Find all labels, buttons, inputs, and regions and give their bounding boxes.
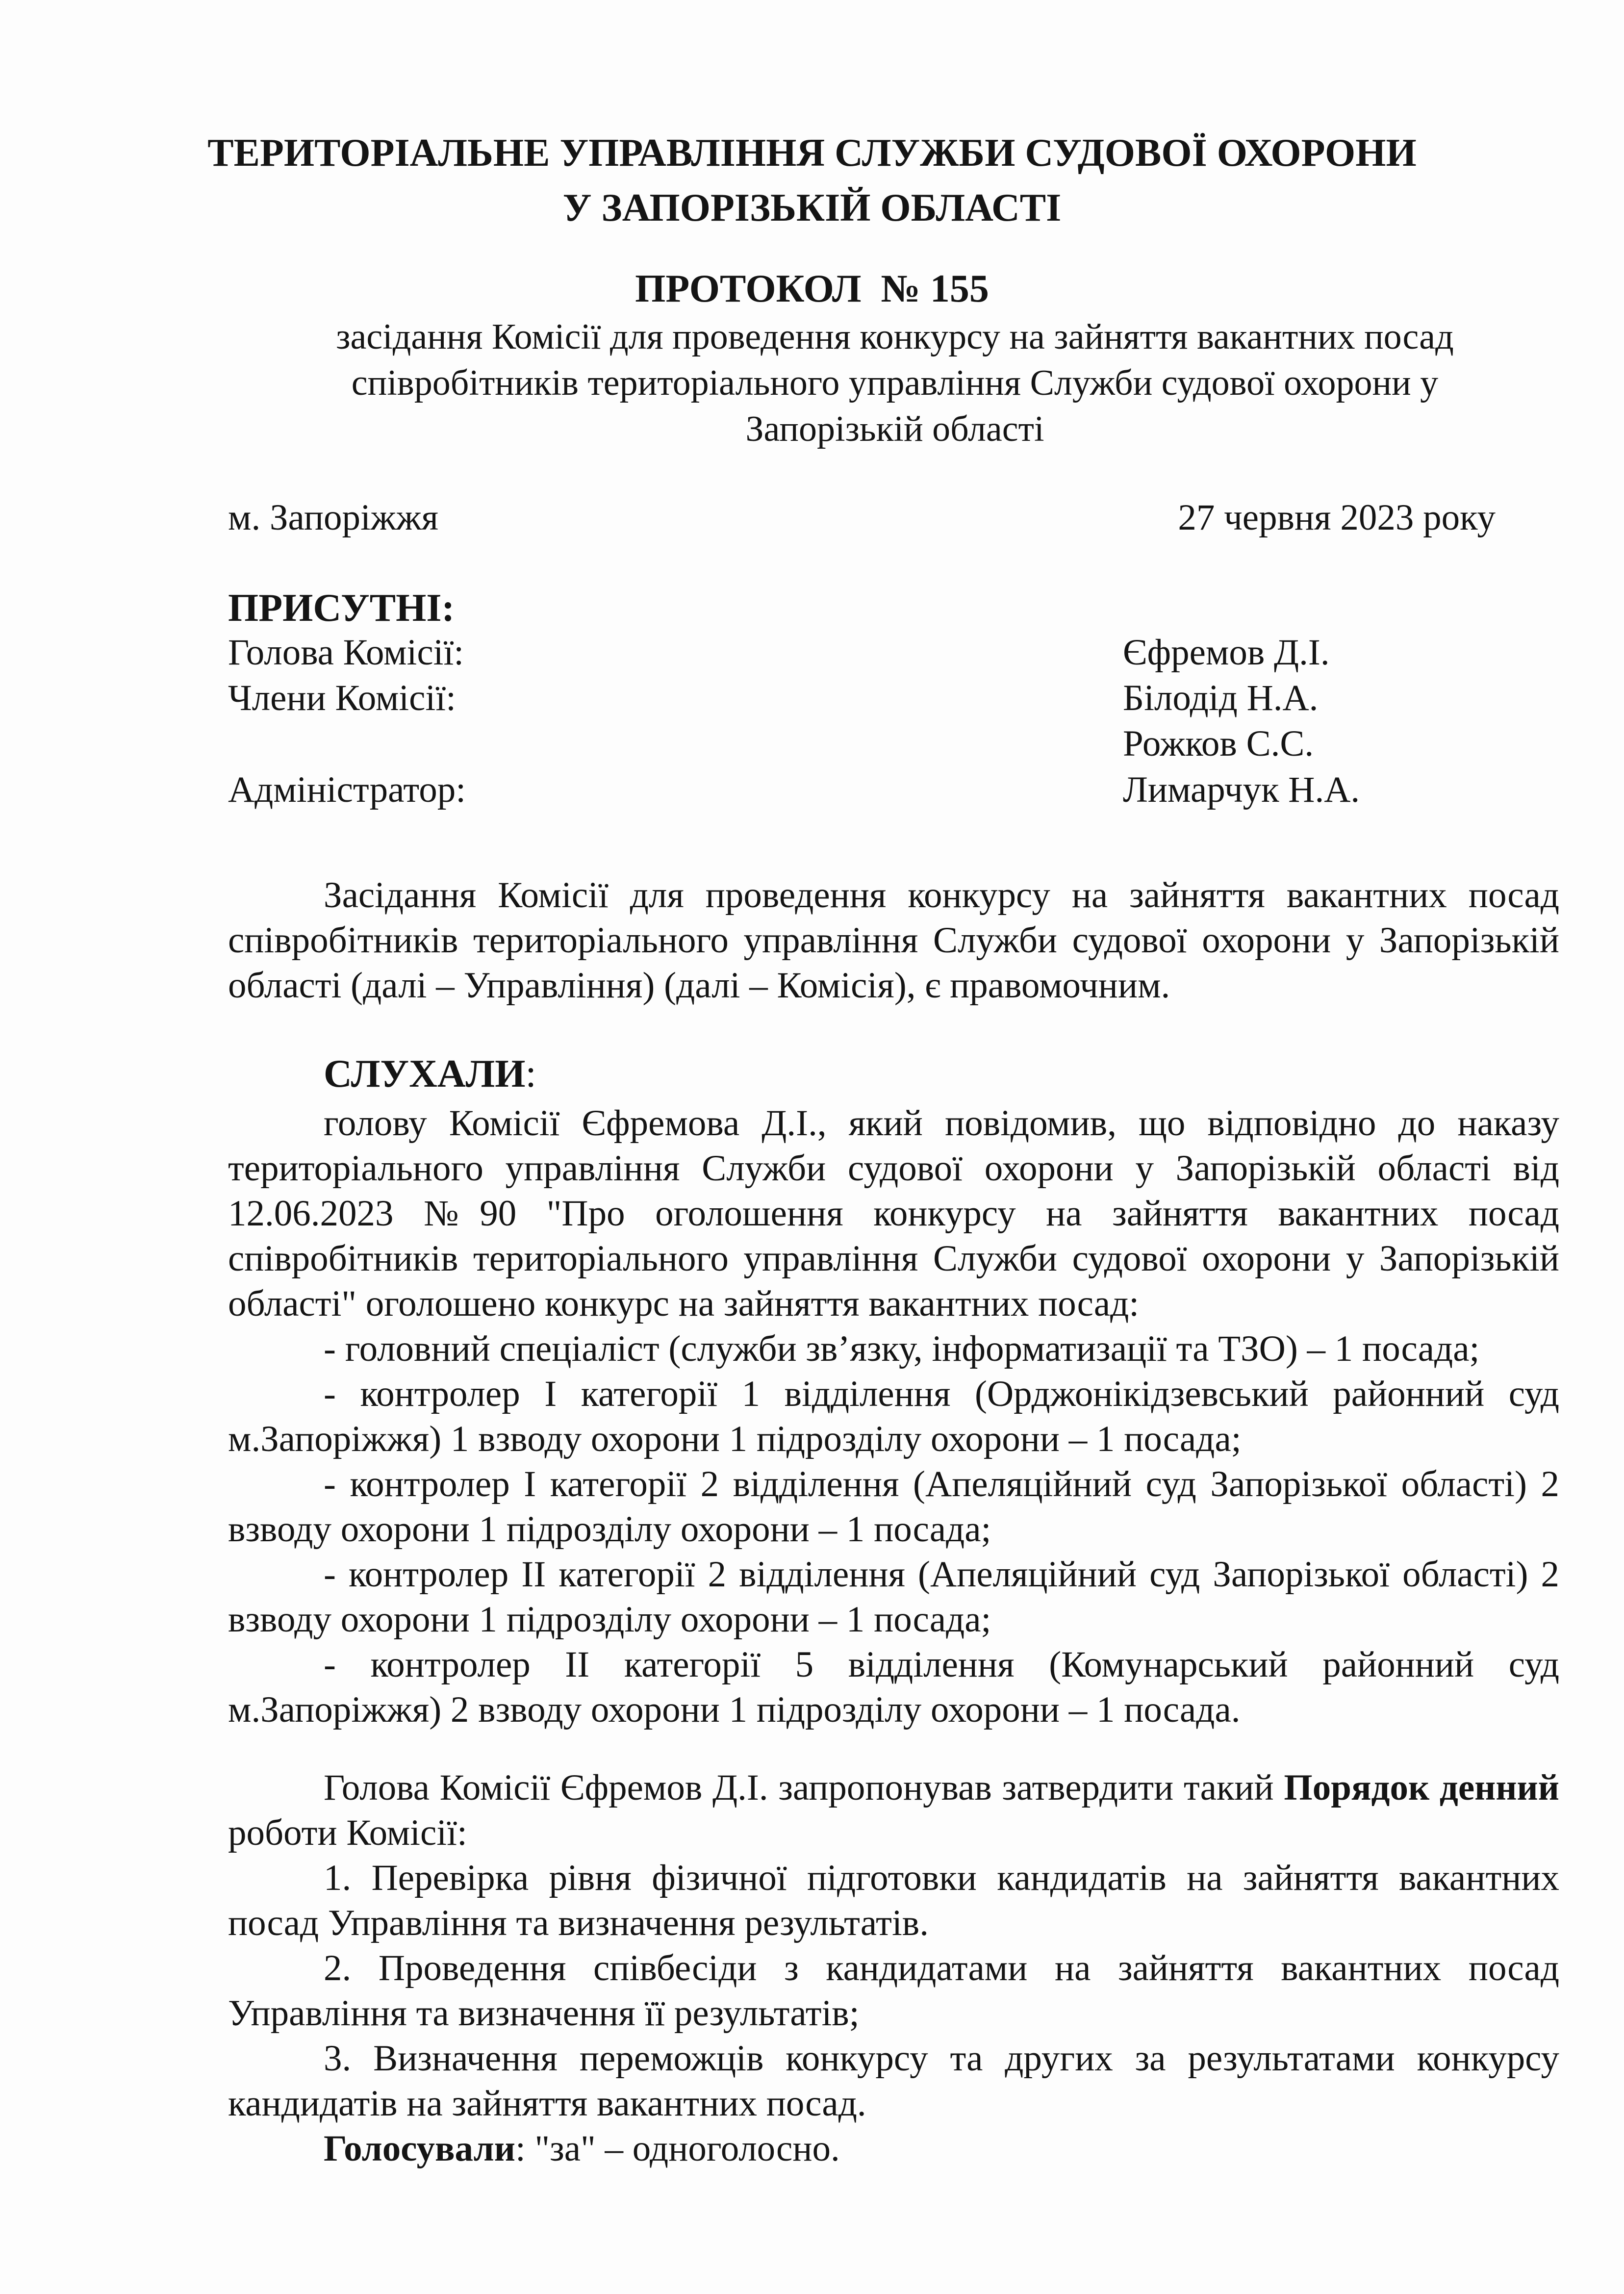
- heard-heading-colon: :: [525, 1052, 536, 1096]
- chair-name: Єфремов Д.І.: [1123, 632, 1330, 673]
- date: 27 червня 2023 року: [1178, 497, 1496, 538]
- vote-line: [228, 2126, 1559, 2171]
- agenda-item: 3. Визначення переможців конкурсу та других за результатами конкурсу кандидатів на зайняття вакантних посад.: [228, 2038, 1559, 2124]
- competence-paragraph: Засідання Комісії для проведення конкурсу на зайняття вакантних посад співробітників територіального управління Служби судової охорони у Запорізькій області (далі – Управління) (далі – Комісія), є правомочним.: [228, 875, 1559, 1006]
- agenda-intro: [228, 1765, 1559, 1856]
- place: м. Запоріжжя: [228, 497, 438, 538]
- position-item: - контролер ІІ категорії 5 відділення (Комунарський районний суд м.Запоріжжя) 2 взводу охорони 1 підрозділу охорони – 1 посада.: [228, 1644, 1559, 1730]
- heard-section: [228, 1101, 1559, 1733]
- agenda-item: 2. Проведення співбесіди з кандидатами на зайняття вакантних посад Управління та визначення її результатів;: [228, 1948, 1559, 2034]
- agenda-intro-end: роботи Комісії:: [228, 1812, 467, 1853]
- member-name: Білодід Н.А.: [1123, 678, 1319, 718]
- position-item: - контролер ІІ категорії 2 відділення (Апеляційний суд Запорізької області) 2 взводу охорони 1 підрозділу охорони – 1 посада;: [228, 1554, 1559, 1640]
- protocol-subtitle-line2: співробітників територіального управління Служби судової охорони у: [351, 363, 1439, 403]
- organization-title-line1: ТЕРИТОРІАЛЬНЕ УПРАВЛІННЯ СЛУЖБИ СУДОВОЇ ОХОРОНИ: [207, 131, 1417, 175]
- position-item: - контролер І категорії 1 відділення (Орджонікідзевський районний суд м.Запоріжжя) 1 взводу охорони 1 підрозділу охорони – 1 посада;: [228, 1374, 1559, 1459]
- present-heading: ПРИСУТНІ:: [228, 586, 455, 630]
- protocol-title: ПРОТОКОЛ № 155: [635, 267, 989, 310]
- heard-heading-line: [324, 1049, 536, 1098]
- agenda-intro-start: Голова Комісії Єфремов Д.І. запропонував затвердити такий: [324, 1767, 1284, 1808]
- agenda-intro-bold: Порядок денний: [1284, 1767, 1559, 1808]
- organization-title-line2: У ЗАПОРІЗЬКІЙ ОБЛАСТІ: [562, 186, 1062, 229]
- admin-role: Адміністратор:: [228, 769, 466, 810]
- position-item: - головний спеціаліст (служби зв’язку, інформатизації та ТЗО) – 1 посада;: [324, 1328, 1480, 1369]
- chair-role: Голова Комісії:: [228, 632, 464, 673]
- heard-intro: голову Комісії Єфремова Д.І., який повідомив, що відповідно до наказу територіального управління Служби судової охорони у Запорізькій області від 12.06.2023 №90 "Про оголошення конкурсу на зайняття вакантних посад співробітників територіального управління Служби судової охорони у Запорізькій області" оголошено конкурс на зайняття вакантних посад:: [228, 1103, 1559, 1324]
- protocol-subtitle-line1: засідання Комісії для проведення конкурсу на зайняття вакантних посад: [336, 317, 1454, 357]
- protocol-subtitle-line3: Запорізькій області: [745, 409, 1044, 449]
- member-name: Рожков С.С.: [1123, 723, 1314, 764]
- vote-label: Голосували: [324, 2128, 515, 2169]
- members-role: Члени Комісії:: [228, 678, 456, 718]
- admin-name: Лимарчук Н.А.: [1123, 769, 1360, 810]
- competence-section: [228, 873, 1559, 1008]
- heard-heading: СЛУХАЛИ: [324, 1052, 526, 1096]
- agenda-item: 1. Перевірка рівня фізичної підготовки кандидатів на зайняття вакантних посад Управління та визначення результатів.: [228, 1858, 1559, 1943]
- agenda-section: [228, 1765, 1559, 2171]
- vote-result: : "за" – одноголосно.: [515, 2128, 840, 2169]
- position-item: - контролер І категорії 2 відділення (Апеляційний суд Запорізької області) 2 взводу охорони 1 підрозділу охорони – 1 посада;: [228, 1464, 1559, 1550]
